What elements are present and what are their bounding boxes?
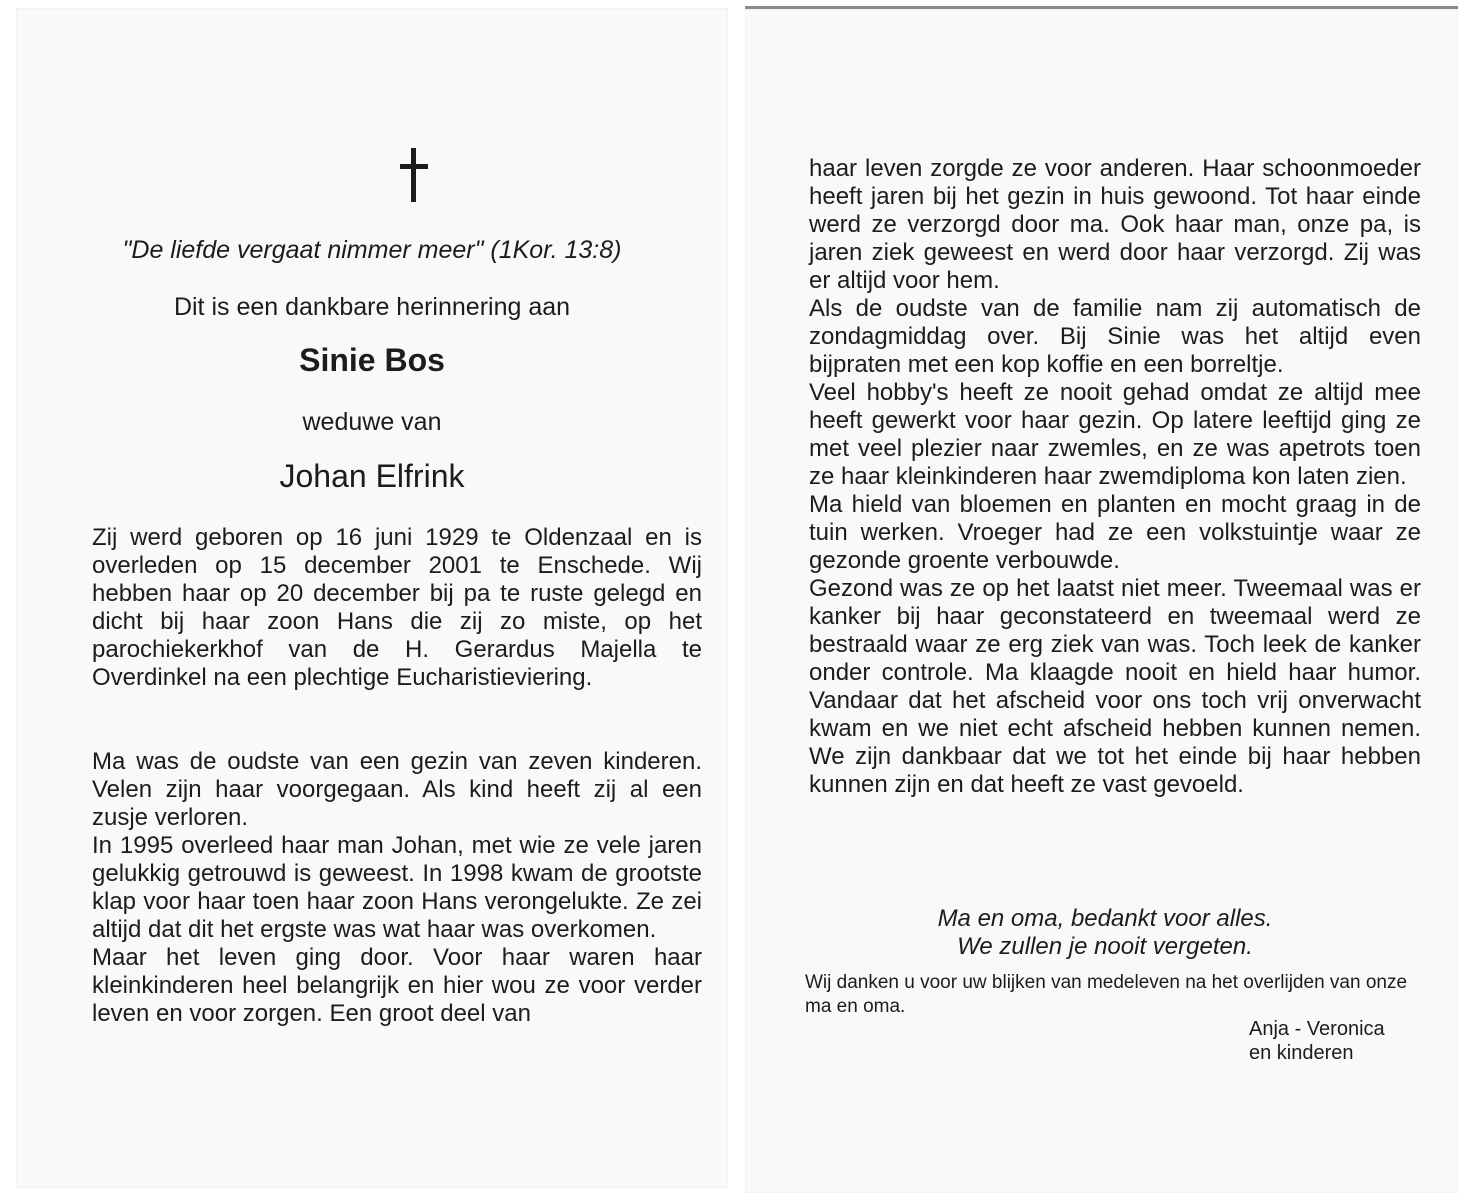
closing-line-2: We zullen je nooit vergeten. (957, 933, 1253, 960)
deceased-name: Sinie Bos (299, 342, 445, 378)
intro-line: Dit is een dankbare herinnering aan (173, 293, 571, 321)
cross-icon (400, 148, 428, 202)
signature-line-1: Anja - Veronica (1249, 1018, 1385, 1040)
signature-line-2: en kinderen (1249, 1042, 1354, 1064)
signature (1249, 1017, 1385, 1065)
biography-paragraph-1: Zij werd geboren op 16 juni 1929 te Oldenzaal en is overleden op 15 december 2001 te Enschede. Wij hebben haar op 20 december bij pa te ruste gelegd en dicht bij haar zoon Hans die zij zo miste, op het parochiekerkhof van de H. Gerardus Majella te Overdinkel na een plechtige Eucharistieviering. (92, 524, 702, 691)
spouse-name: Johan Elfrink (279, 458, 465, 494)
thank-you-note: Wij danken u voor uw blijken van medeleven na het overlijden van onze ma en oma. (805, 972, 1408, 1017)
closing-line-1: Ma en oma, bedankt voor alles. (937, 905, 1273, 932)
biography-paragraph-2: Ma was de oudste van een gezin van zeven kinderen. Velen zijn haar voorgegaan. Als kind heeft zij al een zusje verloren. In 1995 overleed haar man Johan, met wie ze vele jaren gelukkig getrouwd is geweest. In 1998 kwam de grootste klap voor haar toen haar zoon Hans verongelukte. Ze zei altijd dat dit het ergste was wat haar was overkomen. Maar het leven ging door. Voor haar waren haar kleinkinderen heel belangrijk en hier wou ze voor verder leven en voor zorgen. Een groot deel van (92, 748, 702, 1027)
bible-motto: "De liefde vergaat nimmer meer" (1Kor. 13:8) (122, 236, 622, 264)
widow-of-label: weduwe van (302, 408, 442, 436)
closing-words (805, 905, 1405, 961)
biography-continued: haar leven zorgde ze voor anderen. Haar schoonmoeder heeft jaren bij het gezin in huis gewoond. Tot haar einde werd ze verzorgd door ma. Ook haar man, onze pa, is jaren ziek geweest en werd door haar verzorgd. Zij was er altijd voor hem. Als de oudste van de familie nam zij automatisch de zondagmiddag over. Bij Sinie was het altijd even bijpraten met een kop koffie en een borreltje. Veel hobby's heeft ze nooit gehad omdat ze altijd mee heeft gewerkt voor haar gezin. Op latere leeftijd ging ze met veel plezier naar zwemles, en ze was apetrots toen ze haar kleinkinderen haar zwemdiploma kon laten zien. Ma hield van bloemen en planten en mocht graag in de tuin werken. Vroeger had ze een volkstuintje waar ze gezonde groente verbouwde. Gezond was ze op het laatst niet meer. Tweemaal was er kanker bij haar geconstateerd en tweemaal werd ze bestraald waar ze erg ziek van was. Toch leek de kanker onder controle. Ma klaagde nooit en hield haar humor. Vandaar dat het afscheid voor ons toch vrij onverwacht kwam en we niet echt afscheid hebben kunnen nemen. We zijn dankbaar dat we tot het einde bij haar hebben kunnen zijn en dat heeft ze vast gevoeld. (809, 155, 1421, 798)
left-card-page (16, 8, 728, 1188)
right-card-page (745, 6, 1458, 1193)
